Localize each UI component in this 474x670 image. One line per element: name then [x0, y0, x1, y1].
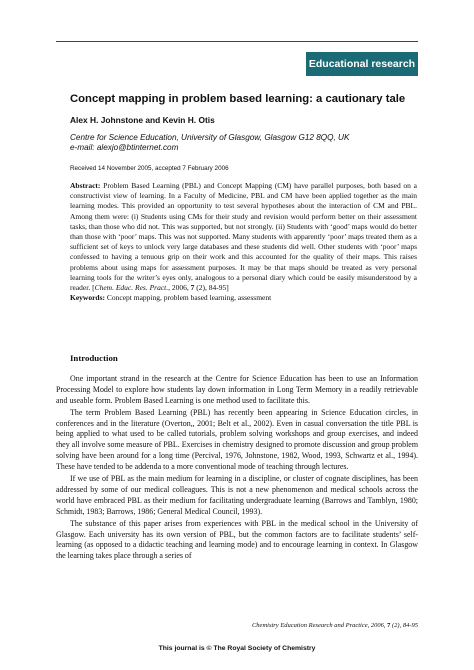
introduction-heading: Introduction [70, 353, 118, 363]
affiliation-text: Centre for Science Education, University of Glasgow, Glasgow G12 8QQ, UK [70, 133, 350, 142]
keywords-text: Concept mapping, problem based learning, assessment [106, 293, 272, 302]
keywords-label: Keywords: [70, 293, 105, 302]
introduction-body [56, 374, 418, 564]
footer-copyright: This journal is © The Royal Society of Chemistry [158, 645, 316, 652]
citation-open: [ [92, 283, 95, 293]
author-affiliation [70, 133, 349, 153]
footer-volume: 7 [387, 622, 391, 629]
header-rule [56, 41, 418, 42]
article-authors: Alex H. Johnstone and Kevin H. Otis [70, 115, 215, 125]
keywords [70, 293, 417, 303]
abstract-text: Problem Based Learning (PBL) and Concept Mapping (CM) have parallel purposes, both based on a constructivist view of learning. In a Faculty of Medicine, PBL and CM have been applied together as the main learning modes. This provided an opportunity to test several hypotheses about the interaction of CM and PBL. Among them were: (i) Students using CMs for their study and revision would perform better on their assessment tasks, than those who did not. This was supported, but not strongly. (ii) Students with ‘good’ maps would do better than those with ‘poor’ maps. This was not supported. Many students with apparently ‘poor’ maps treated them as a sufficient set of keys to unlock very large databases and these students did well. Other students with ‘poor’ maps confessed to having a tenuous grip on their work and this accounted for the quality of their maps. This raises problems about using maps for assessment purposes. It may be that maps should be treated as very personal learning tools for the writer’s eyes only, analogous to a personal diary which could be easily misunderstood by a reader. [70, 181, 417, 293]
footer-journal: Chemistry Education Research and Practice [251, 622, 368, 629]
paragraph: The term Problem Based Learning (PBL) has recently been appearing in Science Education circles, in conferences and in the literature (Overton,, 2001; Belt et al., 2002). Even in casual conversation the title PBL is being applied to what used to be called tutorials, problem solving workshops and group exercises, and indeed they all involve some measure of PBL. Exercises in chemistry designed to promote discussion and group problem solving have been around for a long time (Percival, 1976, Johnstone, 1982, Wood, 1993, Schwartz et al., 1994). These have tended to be addenda to a more conventional mode of teaching through lectures. [56, 407, 418, 471]
abstract [70, 181, 417, 293]
footer-citation [252, 622, 418, 629]
author-email[interactable]: e-mail: alexjo@btinternet.com [70, 143, 179, 152]
citation-volume: 7 [190, 283, 195, 293]
citation-pages: (2), 84-95] [194, 283, 229, 293]
footer-pages: (2), 84-95 [390, 622, 418, 629]
paragraph: The substance of this paper arises from experiences with PBL in the medical school in the University of Glasgow. Each university has its own version of PBL, but the common factors are to facilitate students’ self-learning (as opposed to a didactic teaching and learning mode) and to encourage learning in context. In Glasgow the learning takes place through a series of [56, 518, 418, 561]
article-title: Concept mapping in problem based learning: a cautionary tale [70, 93, 406, 105]
paragraph: If we use of PBL as the main medium for learning in a discipline, or cluster of cognate disciplines, has been addressed by some of our medical colleagues. This is not a new phenomenon and medical schools across the world have embraced PBL as their medium for facilitating undergraduate learning (Barrows and Tamblyn, 1980; Schmidt, 1983; Barrows, 1986; General Medical Council, 1993). [56, 474, 418, 516]
citation-journal: Chem. Educ. Res. Pract. [94, 283, 169, 293]
citation-year: , 2006, [168, 283, 191, 293]
footer-year: , 2006, [367, 622, 388, 629]
abstract-label: Abstract: [70, 181, 101, 190]
section-badge: Educational research [306, 52, 418, 76]
received-dates: Received 14 November 2005, accepted 7 February 2006 [70, 165, 229, 172]
paragraph: One important strand in the research at the Centre for Science Education has been to use an Information Processing Model to explore how students lay down information in Long Term Memory in a readily retrievable and useable form. Problem Based Learning is one method used to facilitate this. [56, 374, 418, 405]
